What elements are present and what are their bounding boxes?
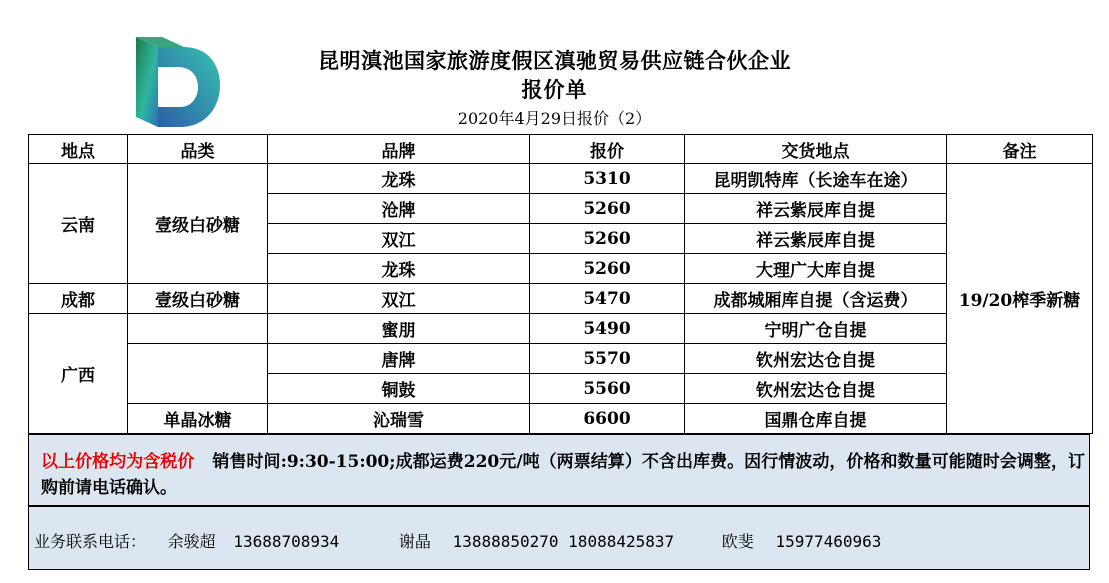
contact-label: 业务联系电话： [34, 532, 147, 551]
category-cell: 壹级白砂糖 [128, 284, 268, 314]
delivery-cell: 钦州宏达仓自提 [685, 344, 947, 374]
contact-phone: 13688708934 [233, 532, 340, 551]
brand-cell: 龙珠 [268, 254, 530, 284]
delivery-cell: 钦州宏达仓自提 [685, 374, 947, 404]
table-row [29, 344, 1093, 374]
delivery-cell: 宁明广仓自提 [685, 314, 947, 344]
price-table [28, 134, 1093, 434]
contact-phone: 15977460963 [775, 532, 882, 551]
price-cell: 5260 [530, 254, 685, 284]
price-cell: 5310 [530, 164, 685, 194]
price-cell: 6600 [530, 404, 685, 434]
terms-note [28, 434, 1090, 506]
header-price: 报价 [530, 135, 685, 164]
category-cell-empty [128, 344, 268, 404]
quote-date: 2020年4月29日报价（2） [457, 109, 652, 128]
terms-text: 销售时间:9:30-15:00;成都运费220元/吨（两票结算）不含出库费。因行情波动，价格和数量可能随时会调整，订购前请电话确认。 [41, 452, 1086, 498]
header-remark: 备注 [947, 135, 1093, 164]
contact-section [28, 506, 1090, 570]
delivery-cell: 昆明凯特库（长途车在途） [685, 164, 947, 194]
delivery-cell: 国鼎仓库自提 [685, 404, 947, 434]
brand-cell: 铜鼓 [268, 374, 530, 404]
table-row [29, 314, 1093, 344]
table-row [29, 284, 1093, 314]
price-cell: 5260 [530, 224, 685, 254]
brand-cell: 双江 [268, 224, 530, 254]
price-cell: 5490 [530, 314, 685, 344]
brand-cell: 龙珠 [268, 164, 530, 194]
category-cell: 单晶冰糖 [128, 404, 268, 434]
remark-cell: 19/20榨季新糖 [947, 164, 1093, 434]
header-brand: 品牌 [268, 135, 530, 164]
contact-name: 余骏超 [167, 532, 216, 551]
category-cell-empty [128, 314, 268, 344]
table-row [29, 404, 1093, 434]
table-row [29, 164, 1093, 194]
delivery-cell: 成都城厢库自提（含运费） [685, 284, 947, 314]
contact-phone: 13888850270 18088425837 [452, 532, 675, 551]
brand-cell: 蜜朋 [268, 314, 530, 344]
price-cell: 5470 [530, 284, 685, 314]
location-cell: 成都 [29, 284, 128, 314]
brand-cell: 唐牌 [268, 344, 530, 374]
delivery-cell: 大理广大库自提 [685, 254, 947, 284]
tax-included-notice: 以上价格均为含税价 [41, 452, 195, 472]
delivery-cell: 祥云紫辰库自提 [685, 194, 947, 224]
brand-cell: 沧牌 [268, 194, 530, 224]
price-cell: 5560 [530, 374, 685, 404]
category-cell: 壹级白砂糖 [128, 164, 268, 284]
brand-cell: 沁瑞雪 [268, 404, 530, 434]
price-cell: 5570 [530, 344, 685, 374]
header-delivery: 交货地点 [685, 135, 947, 164]
contact-name: 欧斐 [721, 532, 754, 551]
document-title: 昆明滇池国家旅游度假区滇驰贸易供应链合伙企业 [318, 48, 791, 73]
location-cell: 云南 [29, 164, 128, 284]
table-header-row [29, 135, 1093, 164]
terms-note-text-block [41, 449, 1085, 501]
header-category: 品类 [128, 135, 268, 164]
delivery-cell: 祥云紫辰库自提 [685, 224, 947, 254]
brand-cell: 双江 [268, 284, 530, 314]
contact-name: 谢晶 [398, 532, 431, 551]
header-location: 地点 [29, 135, 128, 164]
document-subtitle: 报价单 [521, 77, 588, 102]
contact-row [34, 529, 881, 552]
location-cell: 广西 [29, 314, 128, 434]
price-cell: 5260 [530, 194, 685, 224]
